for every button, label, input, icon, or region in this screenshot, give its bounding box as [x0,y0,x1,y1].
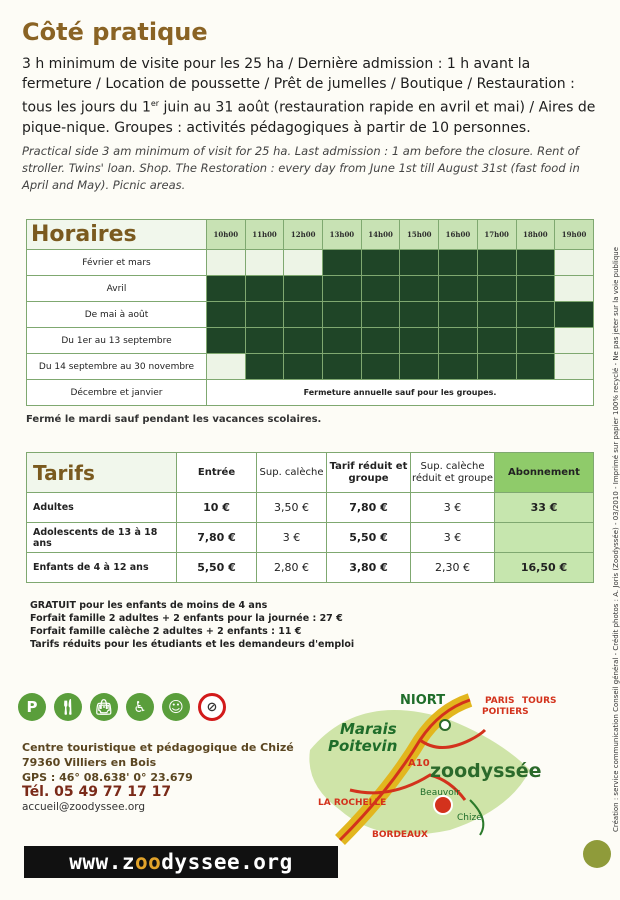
tarif-header-entree: Entrée [177,453,257,493]
open-slot [516,354,555,380]
closed-slot [555,276,594,302]
no-smoking-icon: ⊘ [198,693,226,721]
hour-header: 10h00 [207,220,246,250]
tarif-header-reduit: Tarif réduit et groupe [327,453,411,493]
tarif-value: 3 € [411,523,495,553]
open-slot [361,328,400,354]
contact-address [22,740,294,815]
open-slot [439,276,478,302]
map-label-beauvoir: Beauvoir [420,788,460,798]
horaires-header-row [27,220,594,250]
open-slot [207,276,246,302]
schedule-row [27,354,594,380]
hour-header: 15h00 [400,220,439,250]
open-slot [439,328,478,354]
tarif-row [27,523,594,553]
address-gps: GPS : 46° 08.638' 0° 23.679 [22,771,193,784]
address-phone: Tél. 05 49 77 17 17 [22,784,172,800]
tarif-value: 3 € [411,493,495,523]
open-slot [439,354,478,380]
shop-icon: 👜︎ [90,693,118,721]
intro-french: 3 h minimum de visite pour les 25 ha / Dernière admission : 1 h avant la fermeture / Location de poussette / Prêt de jumelles / Boutique / Restauration : tous les jours du 1er juin au 31 août (restauration rapide en avril et mai) / Aires de pique-nique. Groupes : activités pédagogiques à partir de 10 personnes. [22,56,596,136]
side-credit: Création : service communication Conseil général - Crédit photos : A. Joris (Zoodyssée) - 03/2010 - Imprimé sur papier 100% recyclé - Ne pas jeter sur la voie publique [612,246,620,832]
open-slot [439,302,478,328]
closed-slot [207,354,246,380]
annual-closure-note: Fermeture annuelle sauf pour les groupes. [207,380,594,406]
tarif-value: 2,80 € [257,553,327,583]
hour-header: 17h00 [477,220,516,250]
tarif-value: 16,50 € [495,553,594,583]
map-label-larochelle: LA ROCHELLE [318,798,387,808]
open-slot [323,328,362,354]
map-label-marais: Marais [340,720,397,738]
open-slot [477,354,516,380]
hour-header: 11h00 [245,220,284,250]
open-slot [245,302,284,328]
open-slot [516,328,555,354]
tarif-row-label: Enfants de 4 à 12 ans [27,553,177,583]
horaires-title: Horaires [27,220,207,250]
open-slot [516,276,555,302]
open-slot [245,354,284,380]
map-label-chize: Chizé [457,813,482,823]
tarif-value: 3,80 € [327,553,411,583]
schedule-row [27,250,594,276]
free-note-line: Forfait famille 2 adultes + 2 enfants pour la journée : 27 € [30,613,343,624]
tuesday-closed-note: Fermé le mardi sauf pendant les vacances scolaires. [26,414,322,425]
tarifs-title: Tarifs [27,453,177,493]
schedule-row-label: De mai à août [27,302,207,328]
schedule-row-label: Du 1er au 13 septembre [27,328,207,354]
open-slot [245,276,284,302]
tarif-value [495,523,594,553]
tarif-value: 5,50 € [177,553,257,583]
schedule-row-label: Avril [27,276,207,302]
zoodyssee-logo: zoodyssée [430,760,542,782]
tarifs-table [26,452,594,583]
closed-slot [284,250,323,276]
map-niort-dot [440,720,450,730]
closed-slot [555,250,594,276]
tarif-row-label: Adultes [27,493,177,523]
open-slot [477,250,516,276]
open-slot [361,302,400,328]
closed-slot [555,354,594,380]
tarif-value: 3,50 € [257,493,327,523]
hour-header: 19h00 [555,220,594,250]
open-slot [400,250,439,276]
address-email: accueil@zoodyssee.org [22,801,146,813]
tarif-header-caleche-reduit: Sup. calèche réduit et groupe [411,453,495,493]
open-slot [284,302,323,328]
tarifs-header-row [27,453,594,493]
open-slot [284,354,323,380]
tarif-header-abonnement: Abonnement [495,453,594,493]
map-label-bordeaux: BORDEAUX [372,830,428,840]
open-slot [400,328,439,354]
schedule-row [27,328,594,354]
closed-slot [245,250,284,276]
open-slot [439,250,478,276]
open-slot [207,328,246,354]
section-title: Côté pratique [22,18,208,46]
tarif-value: 2,30 € [411,553,495,583]
open-slot [284,276,323,302]
tarif-value: 5,50 € [327,523,411,553]
schedule-row [27,380,594,406]
access-map [300,680,590,850]
open-slot [323,276,362,302]
schedule-row [27,302,594,328]
map-label-niort: NIORT [400,693,446,708]
open-slot [361,276,400,302]
map-label-paris: PARIS [485,696,515,706]
tarif-value: 10 € [177,493,257,523]
open-slot [245,328,284,354]
hour-header: 14h00 [361,220,400,250]
address-name: Centre touristique et pédagogique de Chizé [22,741,294,754]
closed-slot [207,250,246,276]
open-slot [361,250,400,276]
closed-slot [555,328,594,354]
hour-header: 12h00 [284,220,323,250]
horaires-body [27,250,594,406]
website-url[interactable]: www.z oo dyssee.org [24,846,338,878]
tarif-header-caleche: Sup. calèche [257,453,327,493]
zoodyssee-round-logo [583,840,611,868]
tarif-value: 33 € [495,493,594,523]
hour-header: 16h00 [439,220,478,250]
open-slot [400,302,439,328]
open-slot [207,302,246,328]
open-slot [477,302,516,328]
open-slot [516,250,555,276]
open-slot [400,354,439,380]
open-slot [323,250,362,276]
baby-changing-icon: ☺ [162,693,190,721]
hour-header: 13h00 [323,220,362,250]
restaurant-icon: 🍴︎ [54,693,82,721]
open-slot [477,276,516,302]
hour-header: 18h00 [516,220,555,250]
open-slot [516,302,555,328]
map-label-poitevin: Poitevin [328,737,398,755]
schedule-row-label: Du 14 septembre au 30 novembre [27,354,207,380]
schedule-row-label: Décembre et janvier [27,380,207,406]
address-city: 79360 Villiers en Bois [22,756,157,769]
amenity-icons [18,693,226,721]
tarif-value: 7,80 € [327,493,411,523]
open-slot [361,354,400,380]
map-chize-dot [434,796,452,814]
parking-icon: P [18,693,46,721]
schedule-row [27,276,594,302]
wheelchair-icon: ♿︎ [126,693,154,721]
tarif-row [27,553,594,583]
open-slot [477,328,516,354]
map-label-poitiers: POITIERS [482,707,529,717]
free-notes [30,599,354,651]
tarif-row [27,493,594,523]
open-slot [323,302,362,328]
free-note-line: Forfait famille calèche 2 adultes + 2 enfants : 11 € [30,626,302,637]
free-note-line: Tarifs réduits pour les étudiants et les demandeurs d'emploi [30,639,355,650]
open-slot [323,354,362,380]
tarif-value: 3 € [257,523,327,553]
schedule-row-label: Février et mars [27,250,207,276]
tarif-value: 7,80 € [177,523,257,553]
horaires-table [26,219,594,406]
open-slot [555,302,594,328]
intro-english: Practical side 3 am minimum of visit for 25 ha. Last admission : 1 am before the closure. Rent of stroller. Twins' loan. Shop. The Restoration : every day from June 1st till August 31st (fast food in April and May). Picnic areas. [22,144,580,192]
map-label-a10: A10 [408,758,430,769]
map-label-tours: TOURS [522,696,557,706]
free-note-line: GRATUIT pour les enfants de moins de 4 ans [30,600,268,611]
open-slot [400,276,439,302]
open-slot [284,328,323,354]
tarif-row-label: Adolescents de 13 à 18 ans [27,523,177,553]
